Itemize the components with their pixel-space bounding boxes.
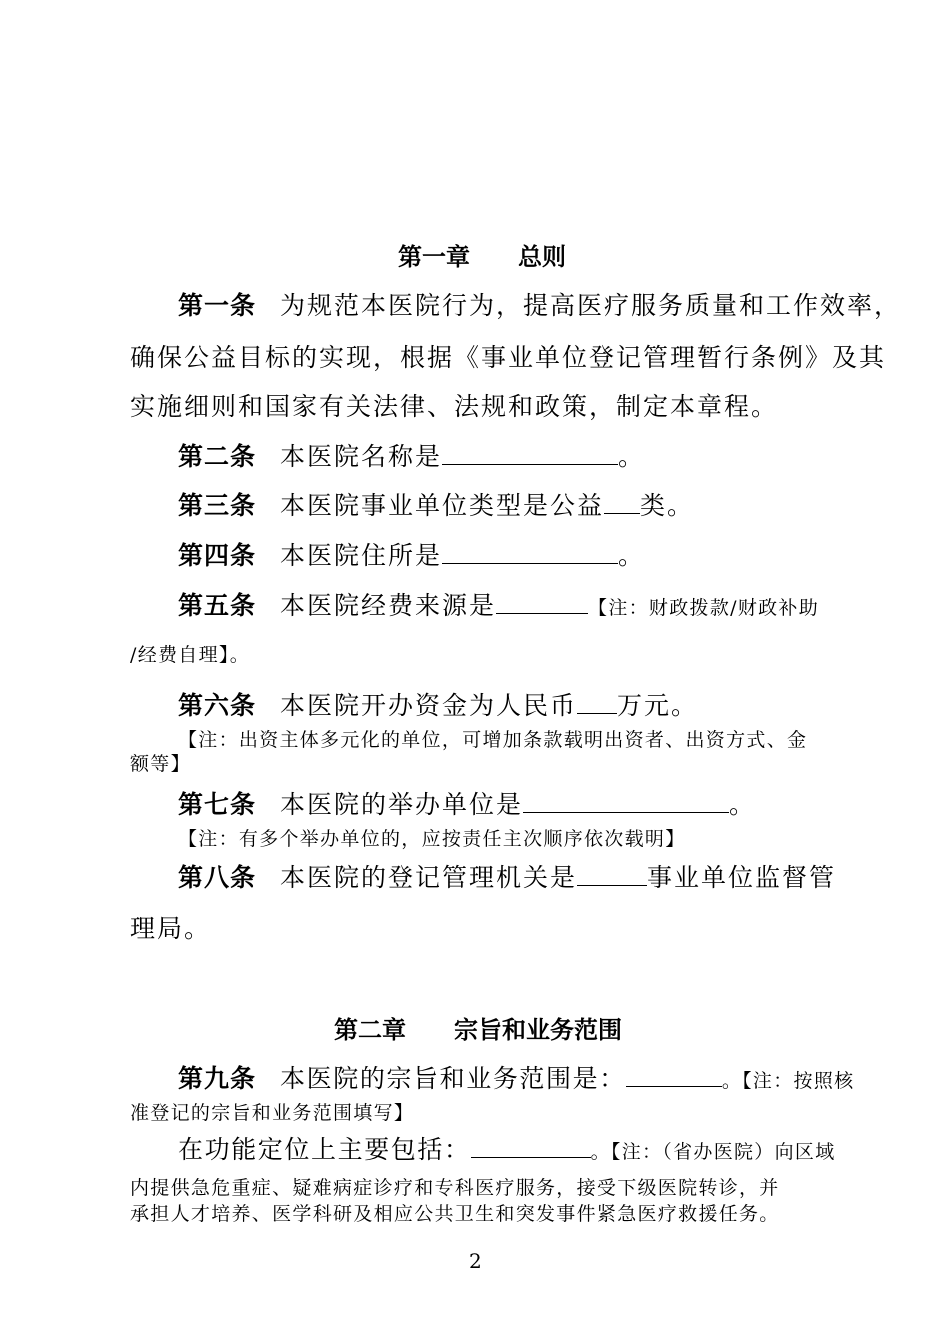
article-6-text: 本医院开办资金为人民币 bbox=[280, 691, 578, 720]
article-3-label: 第三条 bbox=[178, 491, 257, 520]
chapter-1-title: 第一章 总则 bbox=[398, 243, 566, 271]
chapter-2-title: 第二章 宗旨和业务范围 bbox=[334, 1016, 622, 1044]
article-3 bbox=[178, 486, 694, 522]
article-6 bbox=[178, 686, 698, 722]
article-7-text: 本医院的举办单位是 bbox=[280, 790, 524, 819]
article-8-label: 第八条 bbox=[178, 863, 257, 892]
article-9-note-2: 准登记的宗旨和业务范围填写】 bbox=[130, 1102, 415, 1124]
article-7-end: 。 bbox=[729, 790, 757, 819]
article-1-line-3: 实施细则和国家有关法律、法规和政策，制定本章程。 bbox=[130, 392, 779, 421]
page-number: 2 bbox=[469, 1249, 482, 1273]
article-4-blank-field[interactable] bbox=[442, 541, 618, 564]
article-9-line-1 bbox=[178, 1059, 854, 1095]
article-6-end: 万元。 bbox=[617, 691, 699, 720]
article-6-label: 第六条 bbox=[178, 691, 257, 720]
article-2-text: 本医院名称是 bbox=[280, 442, 443, 471]
article-6-note-2: 额等】 bbox=[130, 753, 191, 775]
article-9-text: 本医院的宗旨和业务范围是： bbox=[280, 1064, 626, 1093]
article-6-blank-field[interactable] bbox=[577, 691, 617, 714]
article-8-blank-field[interactable] bbox=[577, 863, 647, 886]
article-1-label: 第一条 bbox=[178, 291, 257, 320]
function-line-2: 内提供急危重症、疑难病症诊疗和专科医疗服务，接受下级医院转诊，并 bbox=[130, 1177, 780, 1199]
article-5-line-1 bbox=[178, 586, 819, 622]
article-8-line-2: 理局。 bbox=[130, 914, 212, 943]
function-line-3: 承担人才培养、医学科研及相应公共卫生和突发事件紧急医疗救援任务。 bbox=[130, 1203, 780, 1225]
article-3-end: 类。 bbox=[640, 491, 695, 520]
article-4-text: 本医院住所是 bbox=[280, 541, 443, 570]
article-2-label: 第二条 bbox=[178, 442, 257, 471]
article-5-note-1: 【注：财政拨款/财政补助 bbox=[588, 597, 820, 619]
article-2-blank-field[interactable] bbox=[442, 442, 618, 465]
function-note-1: 。【注：（省办医院）向区域 bbox=[590, 1141, 836, 1163]
function-blank-field[interactable] bbox=[471, 1135, 591, 1158]
article-3-blank-field[interactable] bbox=[604, 491, 640, 514]
article-4-label: 第四条 bbox=[178, 541, 257, 570]
article-5-label: 第五条 bbox=[178, 591, 257, 620]
article-5-note-2: /经费自理】。 bbox=[130, 644, 251, 666]
article-4-end: 。 bbox=[618, 541, 646, 570]
article-5-blank-field[interactable] bbox=[496, 591, 588, 614]
function-line-1 bbox=[178, 1130, 836, 1166]
article-9-blank-field[interactable] bbox=[626, 1064, 722, 1087]
article-4 bbox=[178, 536, 645, 572]
article-9-note-1: 。【注：按照核 bbox=[721, 1070, 855, 1092]
article-6-note-1: 【注：出资主体多元化的单位，可增加条款载明出资者、出资方式、金 bbox=[178, 729, 808, 751]
article-2 bbox=[178, 437, 645, 473]
function-text: 在功能定位上主要包括： bbox=[178, 1135, 471, 1164]
article-2-end: 。 bbox=[618, 442, 646, 471]
article-1-text-1: 为规范本医院行为，提高医疗服务质量和工作效率， bbox=[280, 291, 902, 320]
article-7-blank-field[interactable] bbox=[523, 790, 729, 813]
article-5-text: 本医院经费来源是 bbox=[280, 591, 497, 620]
article-9-label: 第九条 bbox=[178, 1064, 257, 1093]
article-7-note: 【注：有多个举办单位的，应按责任主次顺序依次载明】 bbox=[178, 828, 686, 850]
article-1-line-1 bbox=[178, 286, 901, 322]
article-8-end: 事业单位监督管 bbox=[647, 863, 837, 892]
article-8-text: 本医院的登记管理机关是 bbox=[280, 863, 578, 892]
article-7-label: 第七条 bbox=[178, 790, 257, 819]
article-8-line-1 bbox=[178, 858, 836, 894]
article-1-line-2: 确保公益目标的实现，根据《事业单位登记管理暂行条例》及其 bbox=[130, 343, 887, 372]
article-7 bbox=[178, 785, 756, 821]
article-3-text: 本医院事业单位类型是公益 bbox=[280, 491, 605, 520]
